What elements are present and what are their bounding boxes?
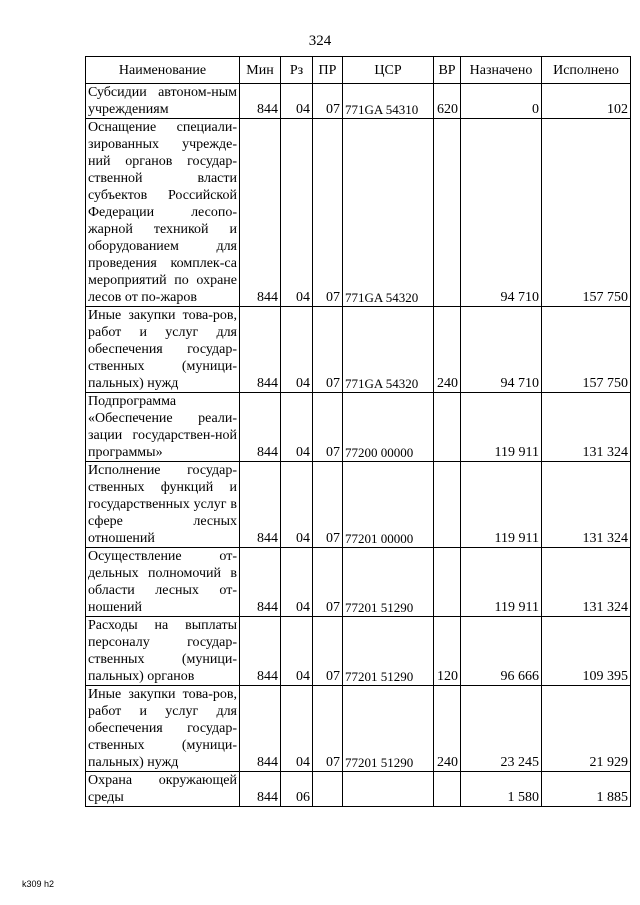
row-executed: 157 750 [542,307,631,393]
row-min: 844 [240,772,281,807]
row-pr: 07 [313,617,343,686]
row-assigned: 1 580 [461,772,542,807]
column-header-rz: Рз [281,57,313,84]
row-executed: 131 324 [542,462,631,548]
row-assigned: 0 [461,84,542,119]
row-vr [434,462,461,548]
column-header-pr: ПР [313,57,343,84]
row-name: Осуществление от-дельных полномочий в области лесных от-ношений [86,548,240,617]
row-executed: 157 750 [542,119,631,307]
row-assigned: 119 911 [461,462,542,548]
row-assigned: 94 710 [461,307,542,393]
row-rz: 04 [281,462,313,548]
row-executed: 131 324 [542,548,631,617]
table-row [86,462,631,548]
row-vr: 620 [434,84,461,119]
row-csr: 771GA 54310 [343,84,434,119]
table-body [86,84,631,807]
row-executed: 21 929 [542,686,631,772]
row-assigned: 119 911 [461,548,542,617]
table-row [86,686,631,772]
row-min: 844 [240,119,281,307]
table-row [86,393,631,462]
row-csr: 77201 51290 [343,617,434,686]
column-header-assigned: Назначено [461,57,542,84]
row-executed: 1 885 [542,772,631,807]
row-assigned: 23 245 [461,686,542,772]
row-pr: 07 [313,548,343,617]
table-row [86,307,631,393]
row-executed: 102 [542,84,631,119]
row-min: 844 [240,393,281,462]
column-header-vr: ВР [434,57,461,84]
row-min: 844 [240,307,281,393]
row-csr: 771GA 54320 [343,119,434,307]
row-pr: 07 [313,84,343,119]
row-executed: 109 395 [542,617,631,686]
footer-code: k309 h2 [22,879,55,889]
row-vr [434,393,461,462]
row-vr [434,772,461,807]
row-name: Оснащение специали-зированных учрежде-ний органов государ-ственной власти субъектов Российской Федерации лесопо-жарной техникой и оборудованием для проведения комплек-са мероприятий по охране лесов от по-жаров [86,119,240,307]
column-header-min: Мин [240,57,281,84]
row-rz: 04 [281,307,313,393]
table-row [86,617,631,686]
row-assigned: 96 666 [461,617,542,686]
row-min: 844 [240,462,281,548]
row-rz: 04 [281,686,313,772]
row-csr: 77201 51290 [343,686,434,772]
row-csr: 771GA 54320 [343,307,434,393]
row-name: Охрана окружающей среды [86,772,240,807]
column-header-name: Наименование [86,57,240,84]
table-row [86,548,631,617]
row-vr: 120 [434,617,461,686]
row-vr [434,548,461,617]
row-rz: 04 [281,548,313,617]
row-rz: 04 [281,119,313,307]
row-pr: 07 [313,686,343,772]
table-row [86,84,631,119]
row-csr: 77201 51290 [343,548,434,617]
row-min: 844 [240,548,281,617]
row-csr: 77201 00000 [343,462,434,548]
row-assigned: 94 710 [461,119,542,307]
column-header-csr: ЦСР [343,57,434,84]
row-pr [313,772,343,807]
row-name: Исполнение государ-ственных функций и государственных услуг в сфере лесных отношений [86,462,240,548]
row-name: Иные закупки това-ров, работ и услуг для обеспечения государ-ственных (муници-пальных) нужд [86,686,240,772]
row-pr: 07 [313,393,343,462]
table-row [86,119,631,307]
row-rz: 04 [281,84,313,119]
row-vr [434,119,461,307]
column-header-executed: Исполнено [542,57,631,84]
row-min: 844 [240,686,281,772]
row-name: Иные закупки това-ров, работ и услуг для обеспечения государ-ственных (муници-пальных) нужд [86,307,240,393]
table-header-row [86,57,631,84]
row-pr: 07 [313,119,343,307]
row-name: Подпрограмма «Обеспечение реали-зации государствен-ной программы» [86,393,240,462]
budget-table [85,56,631,807]
table-row [86,772,631,807]
row-rz: 04 [281,617,313,686]
row-csr: 77200 00000 [343,393,434,462]
row-rz: 06 [281,772,313,807]
row-vr: 240 [434,307,461,393]
page-number: 324 [308,33,332,49]
row-pr: 07 [313,462,343,548]
row-min: 844 [240,617,281,686]
row-pr: 07 [313,307,343,393]
row-assigned: 119 911 [461,393,542,462]
row-vr: 240 [434,686,461,772]
row-executed: 131 324 [542,393,631,462]
row-rz: 04 [281,393,313,462]
row-csr [343,772,434,807]
row-min: 844 [240,84,281,119]
row-name: Расходы на выплаты персоналу государ-ственных (муници-пальных) органов [86,617,240,686]
row-name: Субсидии автоном-ным учреждениям [86,84,240,119]
